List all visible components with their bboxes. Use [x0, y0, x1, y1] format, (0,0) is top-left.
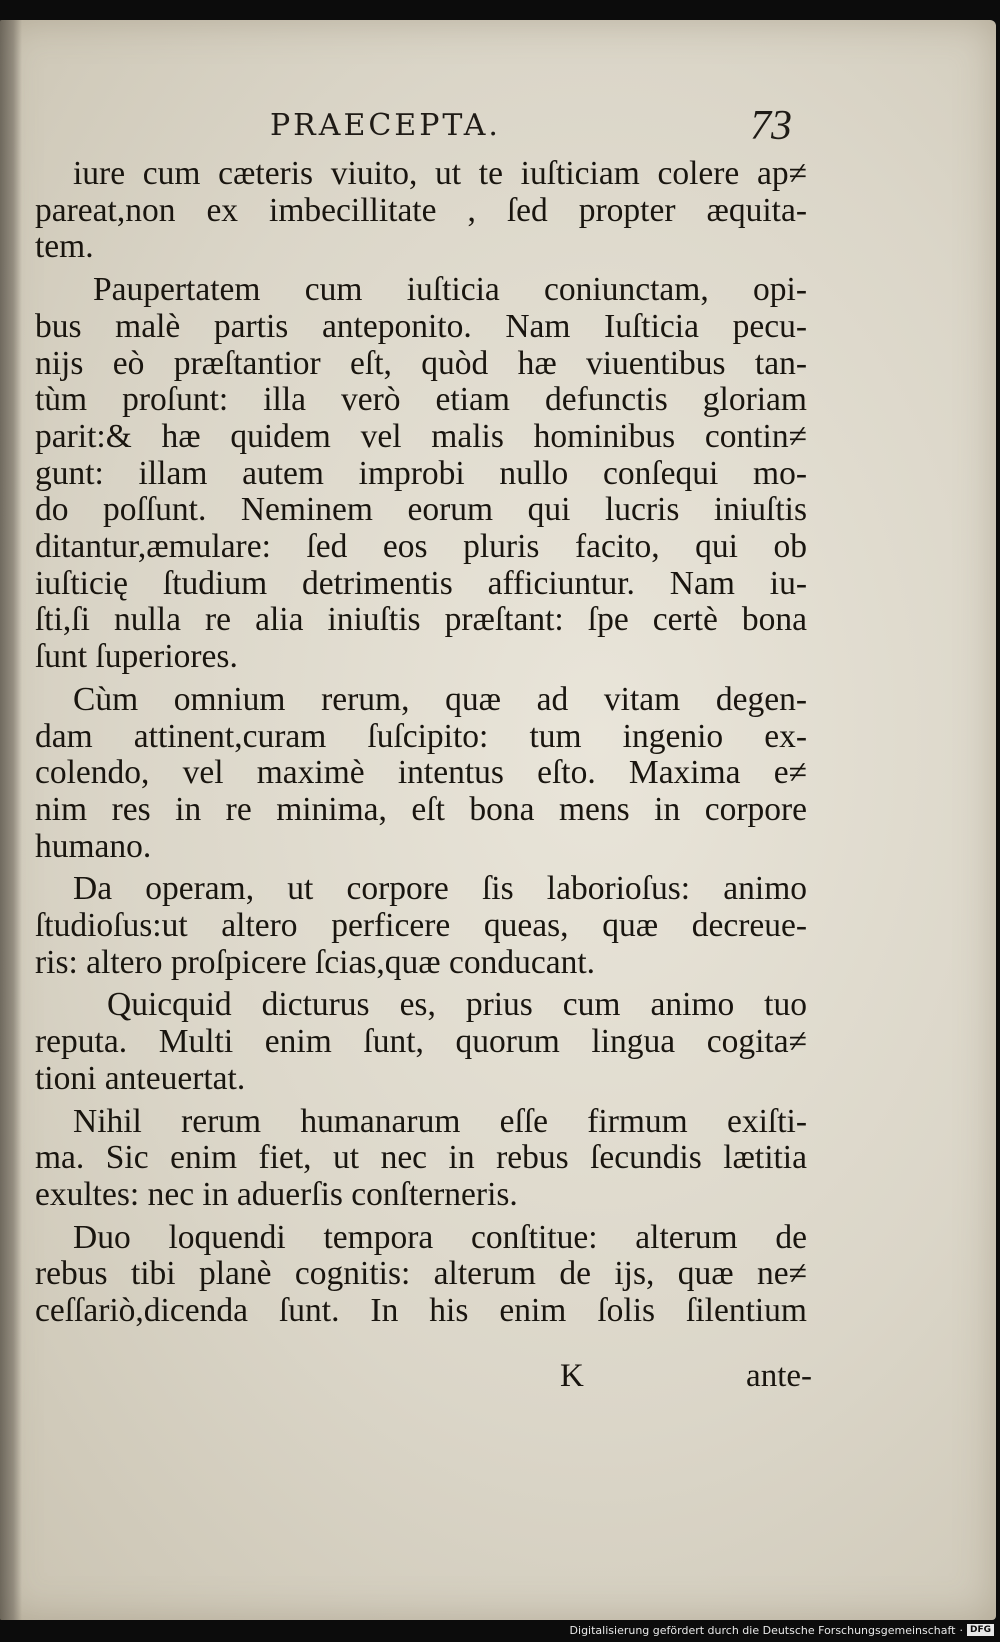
page-number: 73	[750, 103, 792, 149]
catchword: ante-	[746, 1358, 812, 1394]
text-line: ceſſariò,dicenda ſunt. In his enim ſolis ſilentium	[35, 1292, 807, 1330]
credit-text: Digitalisierung gefördert durch die Deutsche Forschungsgemeinschaft	[569, 1623, 956, 1637]
text-line: reputa. Multi enim ſunt, quorum lingua cogita≠	[35, 1023, 807, 1061]
text-line: nim res in re minima, eſt bona mens in corpore	[35, 790, 807, 828]
text-line: do poſſunt. Neminem eorum qui lucris iniuſtis	[35, 491, 807, 529]
digitization-credit: Digitalisierung gefördert durch die Deutsche Forschungsgemeinschaft · DFG	[570, 1622, 994, 1638]
text-line: ma. Sic enim fiet, ut nec in rebus ſecundis lætitia	[35, 1139, 807, 1177]
page-foot	[0, 1358, 812, 1398]
text-line: gunt: illam autem improbi nullo conſequi mo-	[35, 454, 807, 492]
text-line: Cùm omnium rerum, quæ ad vitam degen-	[73, 680, 807, 718]
text-line: nijs eò præſtantior eſt, quòd hæ viuentibus tan-	[35, 344, 807, 382]
text-line: Quicquid dicturus es, prius cum animo tuo	[107, 986, 807, 1024]
text-line: Duo loquendi tempora conſtitue: alterum de	[73, 1218, 807, 1256]
text-line: pareat,non ex imbecillitate , ſed propter æquita-	[35, 191, 807, 229]
signature-mark: K	[560, 1358, 584, 1394]
book-page	[0, 20, 996, 1620]
paragraph	[35, 1220, 807, 1330]
text-line: exultes: nec in aduerſis conſterneris.	[35, 1175, 518, 1213]
dfg-logo: DFG	[967, 1624, 994, 1636]
text-line: parit:& hæ quidem vel malis hominibus contin≠	[35, 417, 807, 455]
text-line: colendo, vel maximè intentus eſto. Maxima e≠	[35, 754, 807, 792]
text-line: ſunt ſuperiores.	[35, 638, 238, 676]
running-head: PRAECEPTA.	[270, 108, 501, 143]
text-line: ſti,ſi nulla re alia iniuſtis præſtant: ſpe certè bona	[35, 601, 807, 639]
text-line: iuſticię ſtudium detrimentis afficiuntur. Nam iu-	[35, 564, 807, 602]
text-line: ditantur,æmulare: ſed eos pluris facito, qui ob	[35, 528, 807, 566]
text-line: tioni anteuertat.	[35, 1059, 246, 1097]
text-line: Da operam, ut corpore ſis laborioſus: animo	[73, 870, 807, 908]
paragraph	[35, 871, 807, 981]
text-line: ris: altero proſpicere ſcias,quæ conducant.	[35, 943, 595, 981]
paragraph	[35, 682, 807, 866]
text-line: bus malè partis anteponito. Nam Iuſticia pecu-	[35, 307, 807, 345]
text-body	[35, 156, 807, 1336]
text-line: iure cum cæteris viuito, ut te iuſticiam colere ap≠	[73, 155, 807, 192]
text-line: humano.	[35, 827, 152, 865]
page-header	[270, 102, 936, 150]
paragraph	[35, 1104, 807, 1214]
paragraph	[35, 272, 807, 676]
paragraph	[35, 156, 807, 266]
text-line: rebus tibi planè cognitis: alterum de ijs, quæ ne≠	[35, 1255, 807, 1293]
text-line: Nihil rerum humanarum eſſe firmum exiſti-	[73, 1102, 807, 1140]
text-line: tem.	[35, 228, 94, 266]
text-line: ſtudioſus:ut altero perficere queas, quæ decreue-	[35, 907, 807, 945]
text-line: tùm proſunt: illa verò etiam defunctis gloriam	[35, 381, 807, 419]
paragraph	[35, 987, 807, 1097]
text-line: dam attinent,curam ſuſcipito: tum ingenio ex-	[35, 717, 807, 755]
text-line: Paupertatem cum iuſticia coniunctam, opi-	[93, 271, 807, 309]
